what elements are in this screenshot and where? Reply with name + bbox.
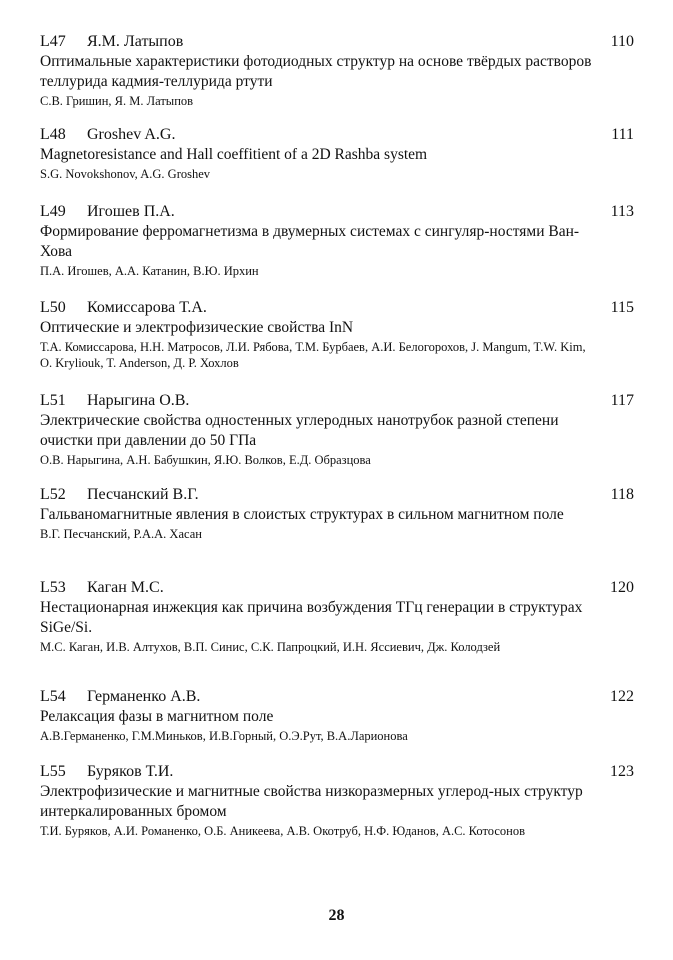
entry-header <box>40 762 634 782</box>
entry-code: L51 <box>40 392 66 409</box>
entry-title: Электрические свойства одностенных углеродных нанотрубок разной степени очистки при давлении до 50 ГПа <box>40 412 559 449</box>
entry-title: Нестационарная инжекция как причина возбуждения ТГц генерации в структурах SiGe/Si. <box>40 599 583 636</box>
entry-title: Оптимальные характеристики фотодиодных структур на основе твёрдых растворов теллурида кадмия-теллурида ртути <box>40 53 592 90</box>
entry-authors: О.В. Нарыгина, А.Н. Бабушкин, Я.Ю. Волков, Е.Д. Образцова <box>40 453 371 467</box>
entry-speaker: Каган М.С. <box>87 579 164 596</box>
entry-code: L53 <box>40 579 66 596</box>
entry-L53 <box>40 578 634 655</box>
entry-authors: Т.И. Буряков, А.И. Романенко, О.Б. Аникеева, А.В. Окотруб, Н.Ф. Юданов, А.С. Котосонов <box>40 824 525 838</box>
entry-speaker: Германенко А.В. <box>87 688 201 705</box>
entry-code: L50 <box>40 299 66 316</box>
entry-code: L55 <box>40 763 66 780</box>
entry-header <box>40 32 634 52</box>
entry-speaker: Песчанский В.Г. <box>87 486 199 503</box>
entry-header <box>40 125 634 145</box>
entry-speaker: Groshev A.G. <box>87 126 176 143</box>
entry-header <box>40 578 634 598</box>
entry-authors: В.Г. Песчанский, Р.А.А. Хасан <box>40 527 202 541</box>
entry-speaker: Я.М. Латыпов <box>87 33 184 50</box>
entry-header <box>40 391 634 411</box>
entry-header <box>40 298 634 318</box>
entry-code: L54 <box>40 688 66 705</box>
entry-page-number: 118 <box>610 486 634 503</box>
entry-code: L49 <box>40 203 66 220</box>
entry-page-number: 111 <box>611 126 634 143</box>
entry-page-number: 120 <box>610 579 634 596</box>
entry-title: Формирование ферромагнетизма в двумерных системах с сингуляр-ностями Ван-Хова <box>40 223 580 260</box>
entry-L52 <box>40 485 634 542</box>
entry-L54 <box>40 687 634 744</box>
entry-L49 <box>40 202 634 279</box>
entry-page-number: 122 <box>610 688 634 705</box>
entry-title: Релаксация фазы в магнитном поле <box>40 708 274 725</box>
entry-L50 <box>40 298 634 371</box>
entry-L51 <box>40 391 634 468</box>
entry-authors: М.С. Каган, И.В. Алтухов, В.П. Синис, С.К. Папроцкий, И.Н. Яссиевич, Дж. Колодзей <box>40 640 501 654</box>
entry-authors: П.А. Игошев, А.А. Катанин, В.Ю. Ирхин <box>40 264 259 278</box>
entry-page-number: 117 <box>610 392 634 409</box>
entry-authors: А.В.Германенко, Г.М.Миньков, И.В.Горный, О.Э.Рут, В.А.Ларионова <box>40 729 408 743</box>
entry-L47 <box>40 32 634 109</box>
entry-header <box>40 485 634 505</box>
entry-page-number: 123 <box>610 763 634 780</box>
entry-page-number: 110 <box>610 33 634 50</box>
entry-speaker: Нарыгина О.В. <box>87 392 190 409</box>
entry-header <box>40 202 634 222</box>
entry-authors: Т.А. Комиссарова, Н.Н. Матросов, Л.И. Рябова, Т.М. Бурбаев, А.И. Белогорохов, J. Mangum, T.W. Kim, O. Kryliouk, T. Anderson, Д. Р. Хохлов <box>40 340 586 370</box>
entry-authors: S.G. Novokshonov, A.G. Groshev <box>40 167 211 181</box>
entry-title: Гальваномагнитные явления в слоистых структурах в сильном магнитном поле <box>40 506 564 523</box>
entry-authors: С.В. Гришин, Я. М. Латыпов <box>40 94 194 108</box>
entry-L48 <box>40 125 634 182</box>
entry-title: Электрофизические и магнитные свойства низкоразмерных углерод-ных структур интеркалированных бромом <box>40 783 583 820</box>
entry-L55 <box>40 762 634 839</box>
entry-title: Magnetoresistance and Hall coeffitient of a 2D Rashba system <box>40 146 428 163</box>
entry-header <box>40 687 634 707</box>
entry-code: L47 <box>40 33 66 50</box>
entry-code: L48 <box>40 126 66 143</box>
entry-speaker: Комиссарова Т.А. <box>87 299 207 316</box>
page-number: 28 <box>328 907 345 924</box>
entry-page-number: 113 <box>610 203 634 220</box>
entry-speaker: Буряков Т.И. <box>87 763 174 780</box>
entry-title: Оптические и электрофизические свойства InN <box>40 319 354 336</box>
entry-page-number: 115 <box>610 299 634 316</box>
entry-code: L52 <box>40 486 66 503</box>
entry-speaker: Игошев П.А. <box>87 203 175 220</box>
